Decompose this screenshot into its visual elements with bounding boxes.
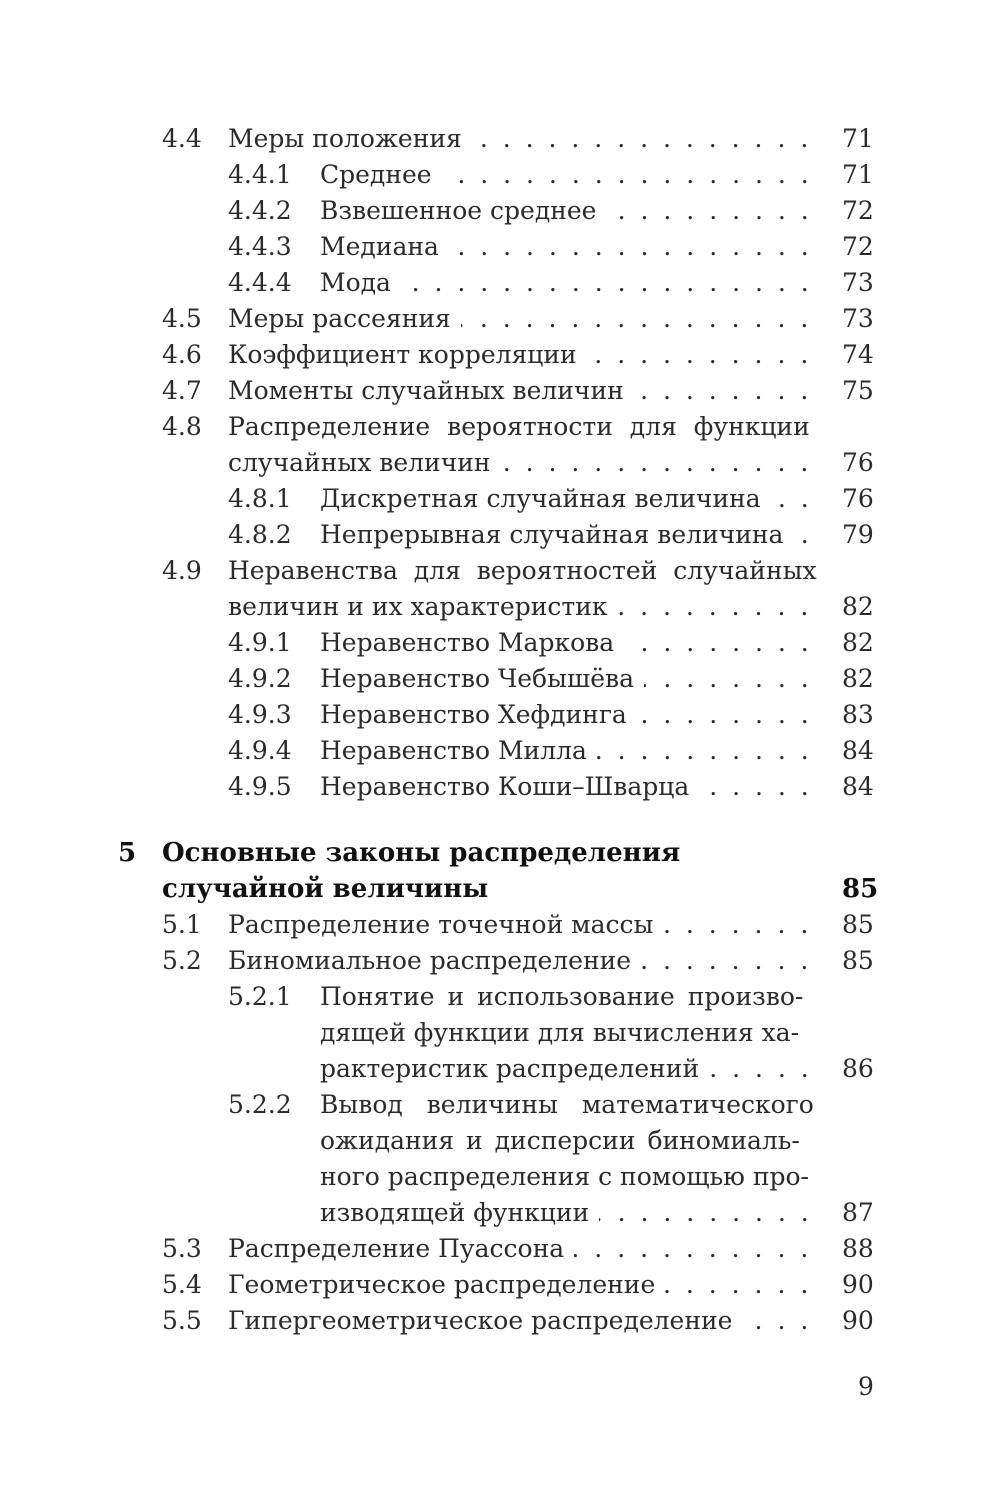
- toc-entry-4-9-2[interactable]: [0, 661, 1000, 697]
- section-number: 4.8: [162, 412, 202, 441]
- page-number: 83: [842, 700, 874, 729]
- section-number: 4.4.3: [228, 232, 292, 261]
- page-number: 84: [842, 736, 874, 765]
- page-number: 71: [842, 160, 874, 189]
- toc-entry-5-2-2-line2[interactable]: [0, 1123, 1000, 1159]
- section-number: 4.9: [162, 556, 202, 585]
- section-number: 5.4: [162, 1270, 202, 1299]
- page-number: 71: [842, 124, 874, 153]
- toc-entry-4-8-cont[interactable]: [0, 445, 1000, 481]
- section-number: 4.4.1: [228, 160, 292, 189]
- section-number: 4.9.1: [228, 628, 292, 657]
- toc-entry-4-8-1[interactable]: [0, 481, 1000, 517]
- section-title: Неравенство Милла . . .: [320, 733, 808, 769]
- section-number: 4.4: [162, 124, 202, 153]
- section-number: 5.5: [162, 1306, 202, 1335]
- page-number: 85: [842, 946, 874, 975]
- section-number: 5.3: [162, 1234, 202, 1263]
- chapter-number: 5: [118, 838, 137, 868]
- section-number: 5.2.2: [228, 1090, 292, 1119]
- section-number: 4.6: [162, 340, 202, 369]
- toc-entry-4-7[interactable]: [0, 373, 1000, 409]
- page-number: 90: [842, 1270, 874, 1299]
- section-number: 4.9.5: [228, 772, 292, 801]
- toc-chapter-5[interactable]: [0, 835, 1000, 871]
- toc-entry-4-8-2[interactable]: [0, 517, 1000, 553]
- toc-entry-4-4-2[interactable]: [0, 193, 1000, 229]
- page-number: 76: [842, 484, 874, 513]
- section-number: 4.4.4: [228, 268, 292, 297]
- section-title-line2: случайных величин . . .: [228, 445, 808, 481]
- toc-entry-4-6[interactable]: [0, 337, 1000, 373]
- section-number: 4.9.3: [228, 700, 292, 729]
- section-title-line2: дящей функции для вычисления ха-: [320, 1018, 800, 1047]
- section-number: 4.5: [162, 304, 202, 333]
- toc-entry-4-9[interactable]: [0, 553, 1000, 589]
- toc-entry-4-9-3[interactable]: [0, 697, 1000, 733]
- page-number: 82: [842, 628, 874, 657]
- toc-entry-5-5[interactable]: [0, 1303, 1000, 1339]
- page-number: 72: [842, 196, 874, 225]
- section-title: Гипергеометрическое распределение . . .: [228, 1303, 808, 1339]
- page-number: 79: [842, 520, 874, 549]
- section-title-line2: ожидания и дисперсии биномиаль-: [320, 1126, 800, 1155]
- toc-entry-4-9-cont[interactable]: [0, 589, 1000, 625]
- page-number: 73: [842, 304, 874, 333]
- toc-chapter-5-cont[interactable]: [0, 871, 1000, 907]
- toc-entry-5-2-1-line3[interactable]: [0, 1051, 1000, 1087]
- section-title: Меры положения . . .: [228, 121, 808, 157]
- toc-entry-4-5[interactable]: [0, 301, 1000, 337]
- section-title: Дискретная случайная величина . . .: [320, 481, 808, 517]
- section-title-line3: ного распределения с помощью про-: [320, 1162, 809, 1191]
- toc-entry-5-2-2-line4[interactable]: [0, 1195, 1000, 1231]
- page-number: 84: [842, 772, 874, 801]
- toc-entry-5-2-1[interactable]: [0, 979, 1000, 1015]
- toc-entry-5-3[interactable]: [0, 1231, 1000, 1267]
- section-title: Мода . . .: [320, 265, 808, 301]
- toc-entry-4-9-4[interactable]: [0, 733, 1000, 769]
- section-title: Меры рассеяния . . .: [228, 301, 808, 337]
- section-title-line2: величин и их характеристик . . .: [228, 589, 808, 625]
- toc-entry-4-9-1[interactable]: [0, 625, 1000, 661]
- toc-entry-5-2-2-line3[interactable]: [0, 1159, 1000, 1195]
- section-number: 5.2.1: [228, 982, 292, 1011]
- toc-entry-4-9-5[interactable]: [0, 769, 1000, 805]
- section-title: Распределение Пуассона . . .: [228, 1231, 808, 1267]
- section-title-line1: Распределение вероятности для функции: [228, 412, 810, 441]
- page-number: 75: [842, 376, 874, 405]
- section-title: Неравенство Коши–Шварца . . .: [320, 769, 808, 805]
- page-number: 72: [842, 232, 874, 261]
- section-title: Коэффициент корреляции . . .: [228, 337, 808, 373]
- section-title: Распределение точечной массы . . .: [228, 907, 808, 943]
- page-number: 74: [842, 340, 874, 369]
- toc-entry-5-4[interactable]: [0, 1267, 1000, 1303]
- section-title: Непрерывная случайная величина . . .: [320, 517, 808, 553]
- page-number: 90: [842, 1306, 874, 1335]
- chapter-title-line1: Основные законы распределения: [162, 838, 681, 868]
- section-title: Биномиальное распределение . . .: [228, 943, 808, 979]
- page-number: 86: [842, 1054, 874, 1083]
- section-title: Взвешенное среднее . . .: [320, 193, 808, 229]
- section-number: 4.7: [162, 376, 202, 405]
- section-number: 4.9.4: [228, 736, 292, 765]
- section-title-line1: Понятие и использование произво-: [320, 982, 804, 1011]
- page-number: 73: [842, 268, 874, 297]
- toc-entry-5-2-2[interactable]: [0, 1087, 1000, 1123]
- section-number: 4.8.2: [228, 520, 292, 549]
- section-title: Среднее . . .: [320, 157, 808, 193]
- page-footer-number: 9: [858, 1372, 874, 1401]
- section-title: Неравенство Чебышёва . . .: [320, 661, 808, 697]
- section-number: 4.9.2: [228, 664, 292, 693]
- section-title: Неравенство Маркова . . .: [320, 625, 808, 661]
- section-number: 5.2: [162, 946, 202, 975]
- section-number: 5.1: [162, 910, 202, 939]
- page-number: 82: [842, 592, 874, 621]
- toc-entry-4-8[interactable]: [0, 409, 1000, 445]
- toc-entry-4-4-4[interactable]: [0, 265, 1000, 301]
- toc-entry-5-2[interactable]: [0, 943, 1000, 979]
- toc-entry-4-4-1[interactable]: [0, 157, 1000, 193]
- section-number: 4.8.1: [228, 484, 292, 513]
- page-number: 85: [842, 910, 874, 939]
- section-title: Медиана . . .: [320, 229, 808, 265]
- chapter-title-line2: случайной величины: [162, 874, 489, 904]
- section-title-line1: Неравенства для вероятностей случайных: [228, 556, 817, 585]
- chapter-page-number: 85: [842, 874, 879, 904]
- toc-entry-5-2-1-line2[interactable]: [0, 1015, 1000, 1051]
- section-title: Моменты случайных величин . . .: [228, 373, 808, 409]
- section-title-line1: Вывод величины математического: [320, 1090, 814, 1119]
- page-number: 82: [842, 664, 874, 693]
- toc-entry-4-4-3[interactable]: [0, 229, 1000, 265]
- page-number: 88: [842, 1234, 874, 1263]
- section-title-line3: рактеристик распределений . . .: [320, 1051, 808, 1087]
- toc-entry-5-1[interactable]: [0, 907, 1000, 943]
- toc-entry-4-4[interactable]: [0, 121, 1000, 157]
- page-number: 87: [842, 1198, 874, 1227]
- section-title: Неравенство Хефдинга . . .: [320, 697, 808, 733]
- section-number: 4.4.2: [228, 196, 292, 225]
- page-number: 76: [842, 448, 874, 477]
- section-title: Геометрическое распределение . . .: [228, 1267, 808, 1303]
- section-title-line4: изводящей функции . . .: [320, 1195, 808, 1231]
